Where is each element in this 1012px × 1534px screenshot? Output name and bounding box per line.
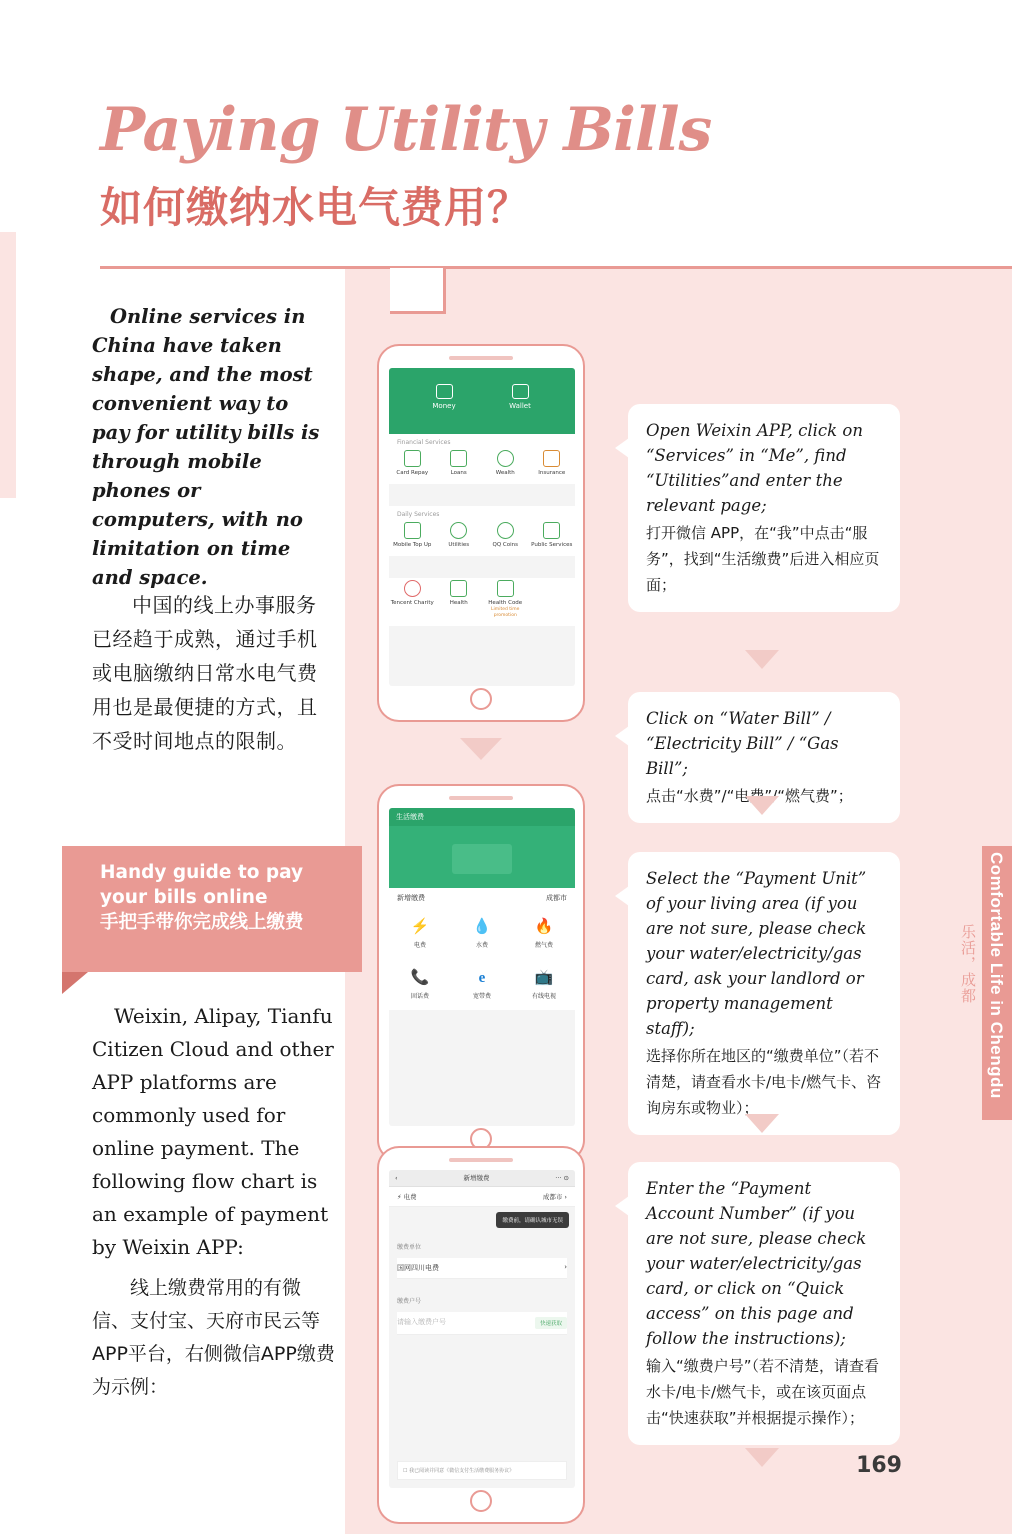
utilities-icon <box>450 522 467 539</box>
broadband-item[interactable] <box>451 969 513 1000</box>
side-tab-label-cn: 乐活，成都 <box>959 924 975 1004</box>
payment-account-input[interactable]: 请输入缴费户号 <box>397 1318 446 1326</box>
gas-item[interactable] <box>513 918 575 949</box>
electricity-item[interactable] <box>389 918 451 949</box>
handy-guide-label-en: Handy guide to pay your bills online <box>100 862 304 908</box>
handy-guide-arrow <box>62 972 88 994</box>
home-button[interactable] <box>470 688 492 710</box>
city-value[interactable]: 成都市 › <box>542 1193 567 1201</box>
loans-label: Loans <box>450 470 467 476</box>
wealth-item[interactable] <box>482 448 529 484</box>
nav-bar <box>389 1170 575 1187</box>
phone-bill-icon: 📞 <box>410 970 430 986</box>
phone-mockup-3 <box>377 1146 585 1524</box>
insurance-item[interactable] <box>529 448 576 484</box>
flow-arrow-1 <box>460 738 502 760</box>
page-title-cn: 如何缴纳水电气费用？ <box>100 183 531 232</box>
extra-services-grid <box>389 578 575 626</box>
header-rule-notch <box>390 268 446 314</box>
callout-step-4-en: Enter the “Payment Account Number” (if you are not sure, please check your water/electricity/gas card, or click on “Quick access” on this page and follow the instructions); <box>646 1179 867 1348</box>
callout-tail <box>615 726 629 746</box>
cable-tv-item[interactable] <box>513 969 575 1000</box>
card-repay-icon <box>404 450 421 467</box>
money-entry[interactable] <box>419 384 469 410</box>
electricity-label: 电费 <box>413 942 426 949</box>
city-selector[interactable]: 成都市 <box>546 894 567 902</box>
phone-bill-label: 固话费 <box>410 993 429 1000</box>
callout-tail <box>615 886 629 906</box>
insurance-label: Insurance <box>538 470 566 476</box>
page-number: 169 <box>856 1453 902 1478</box>
house-illustration <box>452 844 512 874</box>
body-paragraph-en: Weixin, Alipay, Tianfu Citizen Cloud and other APP platforms are commonly used for online payment. The following flow chart is an example of payment by Weixin APP: <box>92 1004 334 1259</box>
bill-type-label: ⚡ 电费 <box>397 1193 417 1201</box>
payment-unit-field[interactable] <box>397 1258 567 1279</box>
cable-tv-icon: 📺 <box>534 970 554 986</box>
callout-step-1 <box>628 404 900 612</box>
loans-icon <box>450 450 467 467</box>
wealth-label: Wealth <box>495 470 515 476</box>
public-services-label: Public Services <box>531 542 573 548</box>
callout-step-1-en: Open Weixin APP, click on “Services” in “Me”, find “Utilities”and enter the relevant page; <box>646 421 863 515</box>
callout-step-4 <box>628 1162 900 1445</box>
tencent-charity-icon <box>404 580 421 597</box>
money-label: Money <box>432 402 456 410</box>
add-payment-label[interactable]: 新增缴费 <box>397 894 425 902</box>
loans-item[interactable] <box>436 448 483 484</box>
daily-services-grid <box>389 520 575 556</box>
utilities-item[interactable] <box>436 520 483 556</box>
left-edge-strip <box>0 232 16 498</box>
payment-account-field[interactable] <box>397 1312 567 1335</box>
callout-step-3-cn: 选择你所在地区的“缴费单位”（若不清楚，请查看水卡/电卡/燃气卡、咨询房东或物业）； <box>646 1047 882 1117</box>
phone-screen-2 <box>389 808 575 1126</box>
callout-tail <box>615 438 629 458</box>
callout-arrow-4 <box>745 1448 779 1467</box>
back-icon[interactable]: ‹ <box>395 1174 398 1182</box>
page-title-en: Paying Utility Bills <box>100 95 712 165</box>
wealth-icon <box>497 450 514 467</box>
utilities-title-bar: 生活缴费 <box>389 808 575 826</box>
payment-unit-label: 缴费单位 <box>397 1244 422 1251</box>
phone-mockup-2 <box>377 784 585 1162</box>
callout-step-3 <box>628 852 900 1135</box>
qq-coins-label: QQ Coins <box>492 542 518 548</box>
agreement-row[interactable] <box>397 1461 567 1480</box>
broadband-icon: e <box>478 970 486 986</box>
phone-notch <box>449 796 513 800</box>
agreement-text: 我已阅读并同意《微信支付生活缴费服务协议》 <box>409 1468 515 1474</box>
payment-account-label: 缴费户号 <box>397 1298 422 1305</box>
tencent-charity-item[interactable] <box>389 578 436 626</box>
lead-paragraph-en: Online services in China have taken shape, and the most convenient way to pay for utility bills is through mobile phones or computers, with no limitation on time and space. <box>92 305 320 589</box>
callout-step-1-cn: 打开微信 APP，在“我”中点击“服务”，找到“生活缴费”后进入相应页面； <box>646 524 880 594</box>
side-tab-label-en: Comfortable Life in Chengdu <box>987 852 1006 1099</box>
money-icon <box>436 384 453 399</box>
phone-mockup-1 <box>377 344 585 722</box>
health-item[interactable] <box>436 578 483 626</box>
phone-screen-1 <box>389 368 575 686</box>
body-paragraph-cn: 线上缴费常用的有微信、支付宝、天府市民云等APP平台，右侧微信APP缴费为示例： <box>92 1277 335 1398</box>
gas-icon: 🔥 <box>534 919 554 935</box>
phone-screen-3 <box>389 1170 575 1488</box>
water-label: 水费 <box>475 942 488 949</box>
quick-access-button[interactable]: 快速获取 <box>535 1317 567 1329</box>
chevron-right-icon: › <box>564 1263 567 1271</box>
mobile-topup-label: Mobile Top Up <box>393 542 432 548</box>
callout-step-2-cn: 点击“水费”/“电费”/“燃气费”； <box>646 787 853 805</box>
header-rule <box>100 266 1012 269</box>
qq-coins-item[interactable] <box>482 520 529 556</box>
health-code-icon <box>497 580 514 597</box>
nav-title: 新增缴费 <box>463 1174 490 1182</box>
financial-services-title: Financial Services <box>397 439 451 446</box>
utilities-subbar <box>389 888 575 908</box>
qq-coins-icon <box>497 522 514 539</box>
utilities-grid-row <box>389 908 575 959</box>
mobile-topup-icon <box>404 522 421 539</box>
card-repay-label: Card Repay <box>396 470 429 476</box>
health-code-label: Health Code <box>488 600 523 606</box>
utilities-hero-banner <box>389 826 575 888</box>
electricity-icon: ⚡ <box>410 919 430 935</box>
handy-guide-label-cn: 手把手带你完成线上缴费 <box>100 912 304 933</box>
health-code-item[interactable] <box>482 578 529 626</box>
cable-tv-label: 有线电视 <box>531 993 556 1000</box>
utilities-grid <box>389 908 575 1010</box>
utilities-label: Utilities <box>448 542 470 548</box>
health-icon <box>450 580 467 597</box>
callout-arrow-2 <box>745 796 779 815</box>
extra-services-section <box>389 578 575 626</box>
payment-unit-value: 国网四川电费 <box>397 1264 439 1272</box>
callout-arrow-3 <box>745 1114 779 1133</box>
wallet-icon <box>512 384 529 399</box>
city-confirm-tooltip: 缴费前，请确认城市无误 <box>496 1212 569 1228</box>
wallet-label: Wallet <box>509 402 531 410</box>
public-services-item[interactable] <box>529 520 576 556</box>
insurance-icon <box>543 450 560 467</box>
daily-services-section <box>389 506 575 556</box>
more-options-icon[interactable]: ··· ⊙ <box>555 1174 569 1182</box>
wallet-header <box>389 368 575 434</box>
card-repay-item[interactable] <box>389 448 436 484</box>
lead-paragraph-cn: 中国的线上办事服务已经趋于成熟，通过手机或电脑缴纳日常水电气费用也是最便捷的方式，且不受时间地点的限制。 <box>92 593 318 753</box>
home-button[interactable] <box>470 1490 492 1512</box>
callout-tail <box>615 1196 629 1216</box>
health-label: Health <box>449 600 468 606</box>
financial-services-grid <box>389 448 575 484</box>
mobile-topup-item[interactable] <box>389 520 436 556</box>
water-icon: 💧 <box>472 919 492 935</box>
financial-services-section <box>389 434 575 484</box>
callout-step-4-cn: 输入“缴费户号”（若不清楚，请查看水卡/电卡/燃气卡，或在该页面点击“快速获取”并根据提示操作）； <box>646 1357 880 1427</box>
bill-type-row[interactable] <box>389 1187 575 1207</box>
tencent-charity-label: Tencent Charity <box>390 600 434 606</box>
wallet-entry[interactable] <box>495 384 545 410</box>
public-services-icon <box>543 522 560 539</box>
daily-services-title: Daily Services <box>397 511 440 518</box>
phone-notch <box>449 356 513 360</box>
agreement-checkbox[interactable]: ☐ <box>403 1468 410 1474</box>
water-item[interactable] <box>451 918 513 949</box>
gas-label: 燃气费 <box>534 942 553 949</box>
utilities-grid-row <box>389 959 575 1010</box>
empty-slot <box>529 578 576 626</box>
broadband-label: 宽带费 <box>472 993 491 1000</box>
health-code-promo: Limited time promotion <box>491 607 520 618</box>
phone-bill-item[interactable] <box>389 969 451 1000</box>
phone-notch <box>449 1158 513 1162</box>
callout-step-3-en: Select the “Payment Unit” of your living area (if you are not sure, please check your water/electricity/gas card, ask your landlord or property management staff); <box>646 869 867 1038</box>
callout-arrow-1 <box>745 650 779 669</box>
callout-step-2-en: Click on “Water Bill” / “Electricity Bill” / “Gas Bill”; <box>646 709 839 778</box>
